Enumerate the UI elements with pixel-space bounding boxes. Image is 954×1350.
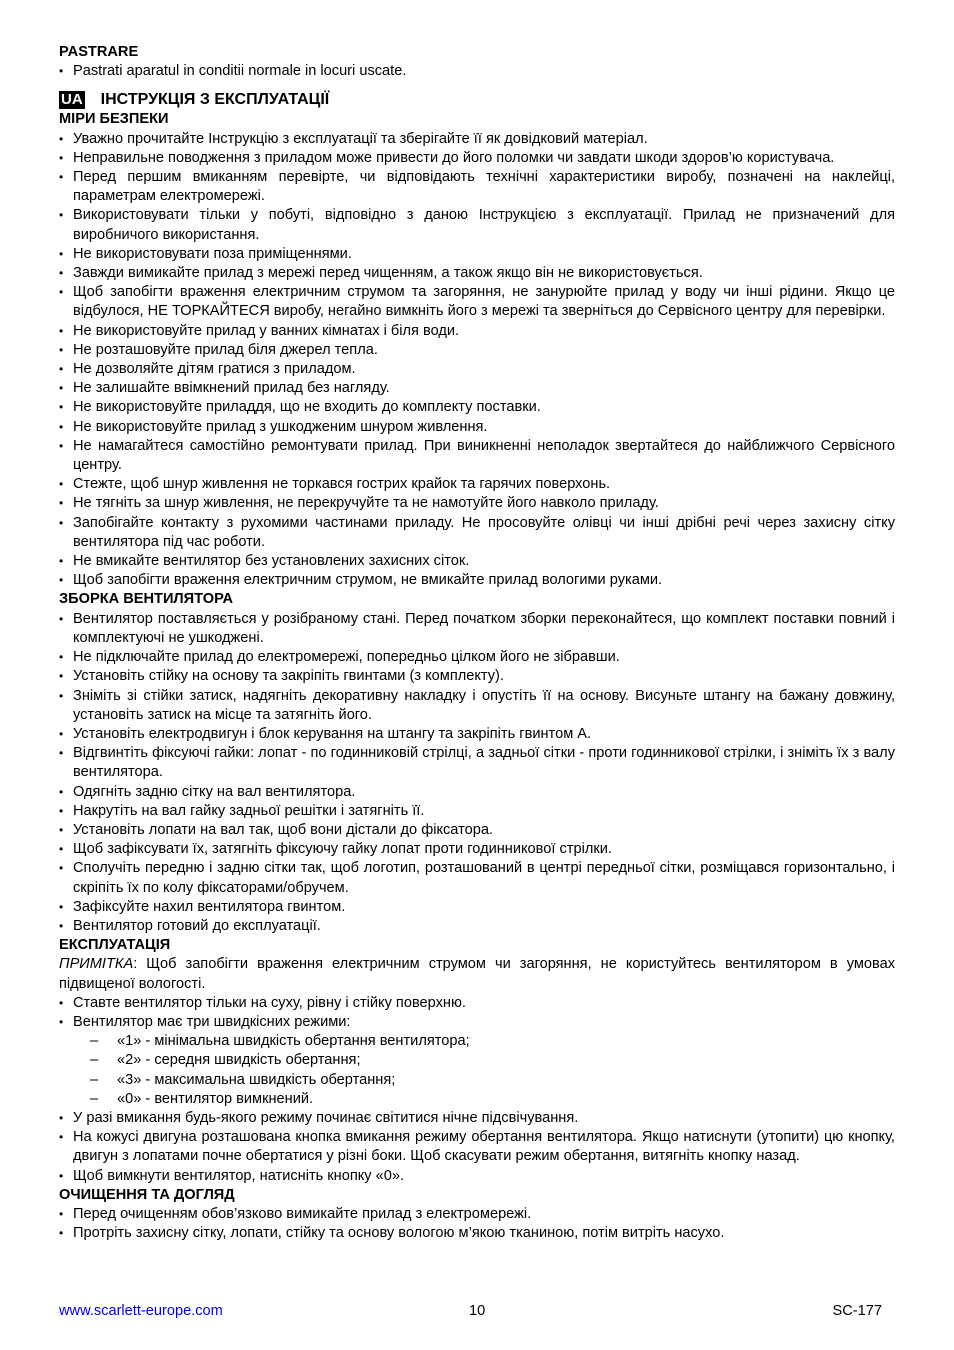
bullet-glyph: • [59, 515, 64, 530]
list-item [59, 744, 895, 782]
list-item [59, 725, 895, 744]
website-link[interactable]: www.scarlett-europe.com [59, 1303, 223, 1319]
list-item-text: Відгвинтіть фіксуючі гайки: лопат - по годинниковій стрілці, а задньої сітки - проти годинникової стрілки, і зніміть їх з валу вентилятора. [73, 745, 895, 781]
list-item [59, 283, 895, 321]
speed-mode-item [59, 1032, 895, 1051]
document-body [59, 43, 895, 1243]
list-item [59, 648, 895, 667]
speed-mode-text: «0» - вентилятор вимкнений. [117, 1090, 314, 1107]
bullet-glyph: • [59, 554, 64, 569]
bullet-glyph: • [59, 1168, 64, 1183]
bullet-glyph: • [59, 246, 64, 261]
list-item-text: Установіть стійку на основу та закріпіть гвинтами (з комплекту). [73, 668, 504, 685]
list-item-text: Перед першим вмиканням перевірте, чи відповідають технічні характеристики виробу, позначені на наклейці, параметрам електромережі. [73, 169, 895, 205]
list-item [59, 783, 895, 802]
list-item [59, 1205, 895, 1224]
bullet-glyph: • [59, 170, 64, 185]
list-item [59, 552, 895, 571]
cleaning-list [59, 1205, 895, 1243]
list-item [59, 206, 895, 244]
bullet-glyph: • [59, 899, 64, 914]
list-item [59, 1109, 895, 1128]
list-item [59, 245, 895, 264]
speed-mode-item [59, 1051, 895, 1070]
list-item-text: Стежте, щоб шнур живлення не торкався гострих крайок та гарячих поверхонь. [73, 476, 611, 493]
bullet-glyph: • [59, 726, 64, 741]
list-item [59, 398, 895, 417]
list-item [59, 514, 895, 552]
list-item-text: Не намагайтеся самостійно ремонтувати прилад. При виникненні неполадок звертайтеся до найближчого Сервісного центру. [73, 437, 895, 474]
bullet-glyph: • [59, 400, 64, 415]
bullet-glyph: • [59, 1014, 64, 1029]
bullet-glyph: • [59, 131, 64, 146]
list-item [59, 379, 895, 398]
bullet-glyph: • [59, 842, 64, 857]
note-text: : Щоб запобігти враження електричним струмом чи загоряння, не користуйтесь вентилятором в умовах підвищеної вологості. [59, 956, 895, 992]
bullet-glyph: • [59, 362, 64, 377]
section-heading-pastrare: PASTRARE [59, 44, 139, 60]
list-item [59, 898, 895, 917]
section-heading-assembly: ЗБОРКА ВЕНТИЛЯТОРА [59, 591, 234, 608]
list-item [59, 859, 895, 897]
list-item-text: На кожусі двигуна розташована кнопка вмикання режиму обертання вентилятора. Якщо натиснути (утопити) цю кнопку, двигун з лопатами почне обертатися у різні боки. Щоб скасувати режим обертання, витягніть кнопку назад. [73, 1129, 895, 1165]
list-item-text: Вентилятор поставляється у розібраному стані. Перед початком зборки переконайтеся, що комплект поставки повний і комплектуючі не ушкоджені. [73, 610, 895, 646]
bullet-glyph: • [59, 208, 64, 223]
section-heading-cleaning: ОЧИЩЕННЯ ТА ДОГЛЯД [59, 1186, 235, 1203]
list-item [59, 1128, 895, 1166]
list-item [59, 1013, 895, 1032]
list-item-text: Щоб вимкнути вентилятор, натисніть кнопку «0». [73, 1167, 405, 1184]
list-item-text: Використовувати тільки у побуті, відповідно з даною Інструкцією з експлуатації. Прилад не призначений для виробничого використання. [73, 207, 895, 243]
bullet-glyph: • [59, 688, 64, 703]
note-label: ПРИМІТКА [59, 956, 134, 973]
bullet-glyph: • [59, 285, 64, 300]
list-item-text: Не залишайте ввімкнений прилад без нагляду. [73, 380, 390, 397]
list-item-text: Не розташовуйте прилад біля джерел тепла. [73, 341, 378, 358]
dash-glyph: – [90, 1052, 99, 1069]
ua-section-title [59, 90, 895, 110]
bullet-glyph: • [59, 150, 64, 165]
list-item [59, 130, 895, 149]
bullet-glyph: • [59, 419, 64, 434]
list-item [59, 341, 895, 360]
list-item [59, 1224, 895, 1243]
list-item [59, 994, 895, 1013]
speed-mode-text: «1» - мінімальна швидкість обертання вентилятора; [117, 1033, 470, 1050]
list-item-text: Не використовуйте прилад у ванних кімнатах і біля води. [73, 322, 460, 339]
list-item [59, 149, 895, 168]
list-item-text: Не дозволяйте дітям гратися з приладом. [73, 361, 356, 378]
list-item-text: Не використовуйте приладдя, що не входить до комплекту поставки. [73, 399, 541, 416]
list-item [59, 475, 895, 494]
bullet-glyph: • [59, 746, 64, 761]
list-item-text: Не використовувати поза приміщеннями. [73, 245, 352, 262]
speed-mode-text: «2» - середня швидкість обертання; [117, 1052, 361, 1069]
list-item-text: Накрутіть на вал гайку задньої решітки і затягніть її. [73, 802, 425, 819]
bullet-glyph: • [59, 861, 64, 876]
section-heading-safety: МІРИ БЕЗПЕКИ [59, 111, 169, 128]
dash-glyph: – [90, 1071, 99, 1088]
operation-note [59, 955, 895, 993]
list-item: • Pastrati aparatul in conditii normale in locuri uscate. [59, 63, 407, 80]
list-item [59, 571, 895, 590]
list-item [59, 437, 895, 475]
list-item-text: Установіть електродвигун і блок керування на штангу та закріпіть гвинтом А. [73, 725, 592, 742]
list-item-text: Завжди вимикайте прилад з мережі перед чищенням, а також якщо він не використовується. [73, 265, 703, 282]
model-number: SC-177 [832, 1303, 882, 1319]
bullet-glyph: • [59, 342, 64, 357]
bullet-glyph: • [59, 496, 64, 511]
list-item-text: Неправильне поводження з приладом може привести до його поломки чи завдати шкоди здоров’ю користувача. [73, 149, 835, 166]
list-item [59, 821, 895, 840]
page-number: 10 [469, 1303, 486, 1319]
safety-list [59, 130, 895, 591]
list-item [59, 1167, 895, 1186]
list-item-text: Щоб запобігти враження електричним струмом та загоряння, не занурюйте прилад у воду чи інші рідини. Якщо це відбулося, НЕ ТОРКАЙТЕСЯ виробу, негайно вимкніть його з мережі та зверніться до Сервісного центру для перевірки. [73, 284, 895, 320]
bullet-glyph: • [59, 650, 64, 665]
bullet-glyph: • [59, 477, 64, 492]
assembly-list [59, 610, 895, 936]
list-item-text: Установіть лопати на вал так, щоб вони дістали до фіксатора. [73, 821, 494, 838]
bullet-glyph: • [59, 918, 64, 933]
bullet-glyph: • [59, 573, 64, 588]
list-item-text: Не вмикайте вентилятор без установлених захисних сіток. [73, 553, 470, 570]
list-item-text: Щоб запобігти враження електричним струмом, не вмикайте прилад вологими руками. [73, 572, 663, 589]
page-title: ІНСТРУКЦІЯ З ЕКСПЛУАТАЦІЇ [100, 91, 330, 109]
list-item-text: Уважно прочитайте Інструкцію з експлуатації та зберігайте її як довідковий матеріал. [73, 130, 648, 147]
list-item-text: Запобігайте контакту з рухомими частинами приладу. Не просовуйте олівці чи інші дрібні речі через захисну сітку вентилятора під час роботи. [73, 514, 895, 550]
speed-mode-item [59, 1090, 895, 1109]
bullet-glyph: • [59, 323, 64, 338]
list-item [59, 667, 895, 686]
bullet-glyph: • [59, 438, 64, 453]
list-item-text: Щоб зафіксувати їх, затягніть фіксуючу гайку лопат проти годинникової стрілки. [73, 841, 612, 858]
page-footer [59, 1302, 882, 1322]
list-item-text: Вентилятор має три швидкісних режими: [73, 1013, 351, 1030]
bullet-glyph: • [59, 1110, 64, 1125]
section-heading-operation: ЕКСПЛУАТАЦІЯ [59, 937, 171, 954]
dash-glyph: – [90, 1090, 99, 1107]
speed-mode-text: «3» - максимальна швидкість обертання; [117, 1071, 396, 1088]
bullet-glyph: • [59, 822, 64, 837]
bullet-glyph: • [59, 381, 64, 396]
bullet-glyph: • [59, 1226, 64, 1241]
list-item-text: Не підключайте прилад до електромережі, попередньо цілком його не зібравши. [73, 649, 620, 666]
ua-language-badge: UA [61, 91, 83, 109]
list-item [59, 494, 895, 513]
list-item-text: Зафіксуйте нахил вентилятора гвинтом. [73, 898, 346, 915]
list-item [59, 322, 895, 341]
list-item [59, 610, 895, 648]
list-item-text: Сполучіть передню і задню сітки так, щоб логотип, розташований в центрі передньої сітки, розміщався горизонтально, і скріпіть їх по колу фіксаторами/обручем. [73, 860, 895, 896]
list-item-text: Зніміть зі стійки затиск, надягніть декоративну накладку і опустіть її на основу. Висуньте штангу на бажану довжину, установіть затиск на місце та затягніть його. [73, 687, 895, 723]
list-item-text: Ставте вентилятор тільки на суху, рівну і стійку поверхню. [73, 994, 466, 1011]
operation-list [59, 994, 895, 1032]
speed-modes-list [59, 1032, 895, 1109]
bullet-glyph: • [59, 1206, 64, 1221]
speed-mode-item [59, 1071, 895, 1090]
list-item [59, 687, 895, 725]
bullet-glyph: • [59, 995, 64, 1010]
operation-list-continued [59, 1109, 895, 1186]
bullet-glyph: • [59, 266, 64, 281]
list-item-text: Не використовуйте прилад з ушкодженим шнуром живлення. [73, 418, 488, 435]
list-item-text: Протріть захисну сітку, лопати, стійку та основу вологою м’якою тканиною, потім витріть насухо. [73, 1225, 725, 1242]
list-item [59, 840, 895, 859]
list-item [59, 917, 895, 936]
list-item-text: Перед очищенням обов’язково вимикайте прилад з електромережі. [73, 1205, 532, 1222]
list-item [59, 360, 895, 379]
bullet-glyph: • [59, 784, 64, 799]
list-item-text: Не тягніть за шнур живлення, не перекручуйте та не намотуйте його навколо приладу. [73, 495, 659, 512]
list-item-text: Одягніть задню сітку на вал вентилятора. [73, 783, 356, 800]
bullet-glyph: • [59, 611, 64, 626]
list-item-text: Вентилятор готовий до експлуатації. [73, 917, 321, 934]
dash-glyph: – [90, 1033, 99, 1050]
list-item [59, 802, 895, 821]
bullet-glyph: • [59, 803, 64, 818]
list-item [59, 264, 895, 283]
list-item [59, 418, 895, 437]
bullet-glyph: • [59, 1130, 64, 1145]
list-item-text: У разі вмикання будь-якого режиму починає світитися нічне підсвічування. [73, 1109, 579, 1126]
bullet-glyph: • [59, 669, 64, 684]
list-item [59, 168, 895, 206]
